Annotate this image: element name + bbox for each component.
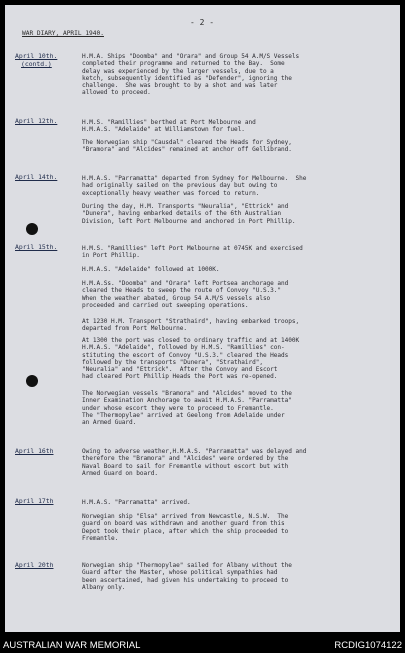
date-april-16: April 16th (15, 447, 54, 455)
entry-paragraph: H.M.A.S. "Parramatta" departed from Sydney for Melbourne. She had originally sailed on the previous day but owing to exceptionally heavy weather was forced to return. (82, 175, 307, 197)
date-april-10 (15, 52, 57, 68)
entry-paragraph: At 1300 the port was closed to ordinary traffic and at 1400K H.M.A.S. "Adelaide", followed by H.M.S. "Ramillies" con- stituting the escort of Convoy "U.S.3." cleared the Heads followed by the transports "Dunera", "Strathaird", "Neuralia" and "Ettrick". After the Convoy and Escort had cleared Port Phillip Heads the Port was re-opened. (82, 337, 300, 381)
entry-paragraph: H.M.A.S. "Parramatta" arrived. (82, 499, 191, 506)
date-april-14: April 14th. (15, 173, 58, 181)
entry-paragraph: The Norwegian ship "Causdal" cleared the Heads for Sydney, "Bramora" and "Alcides" remained at anchor off Gellibrand. (82, 139, 292, 154)
entry-paragraph: H.M.S. "Ramillies" berthed at Port Melbourne and H.M.A.S. "Adelaide" at Williamstown for fuel. (82, 119, 256, 134)
date-april-20: April 20th (15, 561, 54, 569)
punch-hole (26, 375, 38, 387)
date-april-12: April 12th. (15, 117, 58, 125)
footer-record-id: RCDIG1074122 (334, 640, 402, 651)
entry-paragraph: Norwegian ship "Elsa" arrived from Newcastle, N.S.W. The guard on board was withdrawn and another guard from this Depot took their place, after which the ship proceeded to Fremantle. (82, 513, 289, 542)
entry-paragraph: Owing to adverse weather,H.M.A.S. "Parramatta" was delayed and therefore the "Bramora" and "Alcides" were ordered by the Naval Board to sail for Fremantle without escort but with Armed Guard on board. (82, 448, 307, 477)
footer-source: AUSTRALIAN WAR MEMORIAL (3, 640, 141, 651)
entry-paragraph: At 1230 H.M. Transport "Strathaird", having embarked troops, departed from Port Melbourne. (82, 318, 300, 333)
entry-paragraph: H.M.S. "Ramillies" left Port Melbourne at 0745K and exercised in Port Phillip. (82, 245, 303, 260)
entry-paragraph: During the day, H.M. Transports "Neuralia", "Ettrick" and "Dunera", having embarked details of the 6th Australian Division, left Port Melbourne and anchored in Port Phillip. (82, 203, 296, 225)
entry-paragraph: Norwegian ship "Thermopylae" sailed for Albany without the Guard after the Master, whose political sympathies had been ascertained, had given his undertaking to proceed to Albany only. (82, 562, 292, 591)
entry-paragraph: H.M.A.Ss. "Doomba" and "Orara" left Portsea anchorage and cleared the Heads to sweep the route of Convoy "U.S.3." When the weather abated, Group 54 A.M/S vessels also proceeded and carried out sweeping operations. (82, 280, 289, 309)
diary-header: WAR DIARY, APRIL 1940. (22, 30, 104, 37)
date-april-17: April 17th (15, 497, 54, 505)
entry-paragraph: H.M.A.S. "Adelaide" followed at 1000K. (82, 266, 220, 273)
date-contd: (contd.) (21, 60, 52, 68)
page-number: - 2 - (190, 18, 215, 27)
entry-paragraph: H.M.A. Ships "Doomba" and "Orara" and Group 54 A.M/S Vessels completed their programme and returned to the Bay. Some delay was experienced by the larger vessels, due to a ketch, subsequently identified as "Defender", ignoring the challenge. She was brought to by a shot and was later allowed to proceed. (82, 53, 300, 97)
date-label: April 10th. (15, 52, 58, 60)
date-april-15: April 15th. (15, 243, 58, 251)
entry-paragraph: The Norwegian vessels "Bramora" and "Alcides" moved to the Inner Examination Anchorage to await H.M.A.S. "Parramatta" under whose escort they were to proceed to Fremantle. The "Thermopylae" arrived at Geelong from Adelaide under an Armed Guard. (82, 390, 292, 427)
punch-hole (26, 223, 38, 235)
